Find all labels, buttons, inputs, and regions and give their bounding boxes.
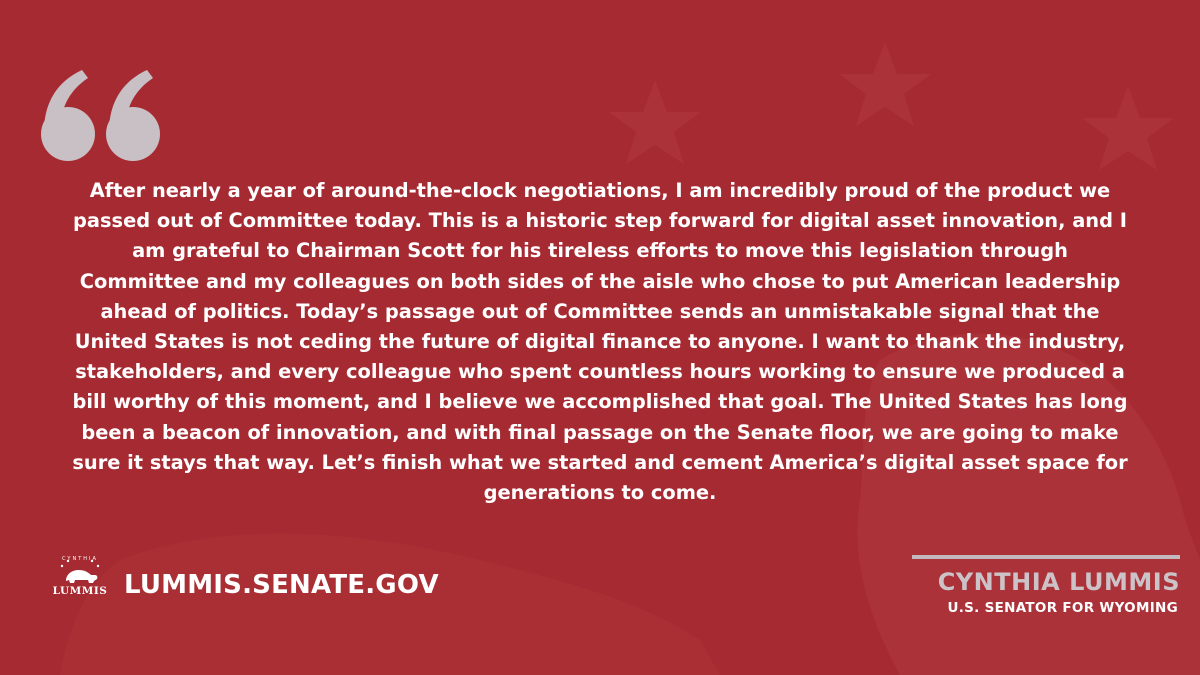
quote-text: After nearly a year of around-the-clock negotiations, I am incredibly proud of the product we passed out of Committee today. This is a historic step forward for digital asset innovation, and I am grateful to Chairman Scott for his tireless efforts to move this legislation through Committee and my colleagues on both sides of the aisle who chose to put American leadership ahead of politics. Today’s passage out of Committee sends an unmistakable signal that the United States is not ceding the future of digital finance to anyone. I want to thank the industry, stakeholders, and every colleague who spent countless hours working to ensure we produced a bill worthy of this moment, and I believe we accomplished that goal. The United States has long been a beacon of innovation, and with final passage on the Senate floor, we are going to make sure it stays that way. Let’s finish what we started and cement America’s digital asset space for generations to come. [72,179,1128,505]
signature-title: U.S. SENATOR FOR WYOMING [947,600,1178,616]
star-icon [609,80,701,164]
lummis-logo [48,555,112,615]
logo-top-text: CYNTHIA [62,556,98,562]
quote-icon [40,68,162,164]
star-icon [1082,86,1174,170]
star-icon [839,42,931,126]
signature-name: CYNTHIA LUMMIS [937,568,1180,596]
signature-divider [912,555,1180,559]
logo-name: LUMMIS [52,585,108,597]
footer-branding [48,555,439,615]
website-link[interactable]: LUMMIS.SENATE.GOV [124,570,439,600]
